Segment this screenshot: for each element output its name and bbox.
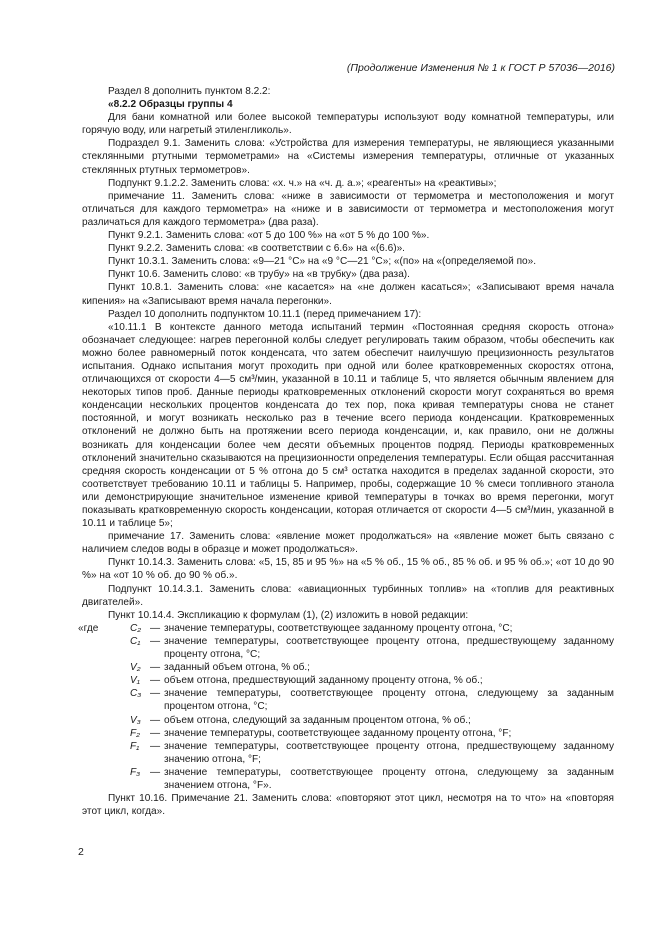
definition-text: значение температуры, соответствующее проценту отгона, следующему за заданным процентом отгона, °С; — [164, 688, 614, 713]
definition-lead — [82, 766, 130, 792]
definition-lead — [82, 635, 130, 661]
paragraph: примечание 17. Заменить слова: «явление может продолжаться» на «явление может быть связано с наличием следов воды в образце и может продолжаться». — [82, 531, 614, 556]
definition-row — [82, 635, 614, 661]
definition-symbol: C₃ — [130, 688, 142, 700]
page-number: 2 — [78, 846, 84, 858]
definition-lead — [82, 687, 130, 713]
definition-lead — [82, 727, 130, 740]
definition-symbol: C₂ — [130, 622, 142, 634]
definition-symbol: V₂ — [130, 662, 141, 674]
definition-symbol: V₃ — [130, 714, 141, 726]
paragraph: примечание 11. Заменить слова: «ниже в зависимости от термометра и местоположения и могут отличаться для каждого термометра» на «ниже и в зависимости от термометра и местоположения могут различаться для каждого термометра» (два раза). — [82, 190, 614, 228]
paragraph: Подпункт 9.1.2.2. Заменить слова: «х. ч.» на «ч. д. а.»; «реагенты» на «реактивы»; — [108, 177, 497, 189]
definition-dash: — — [150, 766, 161, 778]
definition-lead — [82, 661, 130, 674]
definition-text: значение температуры, соответствующее проценту отгона, предшествующему заданному проценту отгона, °С; — [164, 635, 614, 661]
definition-row — [82, 714, 614, 727]
paragraph: Пункт 10.8.1. Заменить слова: «не касается» на «не должен касаться»; «Записывают время начала кипения» на «Записывают время начала перегонки». — [82, 282, 614, 307]
formula-explication — [78, 622, 614, 792]
paragraph: Раздел 8 дополнить пунктом 8.2.2: — [108, 86, 271, 97]
paragraph: Пункт 9.2.1. Заменить слова: «от 5 до 100 %» на «от 5 % до 100 %». — [108, 230, 430, 242]
definition-text: значение температуры, соответствующее заданному проценту отгона, °F; — [164, 727, 512, 739]
definition-dash: — — [150, 688, 161, 700]
definition-text: объем отгона, следующий за заданным процентом отгона, % об.; — [164, 714, 471, 726]
definition-lead — [82, 714, 130, 727]
definition-text: значение температуры, соответствующее заданному проценту отгона, °С; — [164, 622, 513, 634]
definition-row — [82, 674, 614, 687]
definition-symbol: V₁ — [130, 675, 140, 687]
definition-dash: — — [150, 714, 161, 726]
definition-symbol: F₂ — [130, 727, 141, 739]
definition-symbol: F₁ — [130, 740, 140, 752]
definition-lead — [82, 674, 130, 687]
document-body — [78, 85, 614, 818]
definition-row — [82, 740, 614, 766]
definition-row — [82, 727, 614, 740]
paragraph: Пункт 10.6. Заменить слово: «в трубу» на «в трубку» (два раза). — [108, 269, 410, 281]
paragraph: Подраздел 9.1. Заменить слова: «Устройства для измерения температуры, не являющиеся указанными стеклянными ртутными термометрами» на «Системы измерения температуры, отличные от указанных стеклянных ртутных термометров». — [82, 138, 614, 176]
definition-dash: — — [150, 635, 161, 647]
definition-dash: — — [150, 662, 161, 674]
definition-lead: «где — [78, 622, 99, 634]
definition-dash: — — [150, 740, 161, 752]
paragraph: Пункт 9.2.2. Заменить слова: «в соответствии с 6.6» на «(6.6)». — [108, 243, 405, 255]
definition-dash: — — [150, 727, 161, 739]
paragraph: «10.11.1 В контексте данного метода испытаний термин «Постоянная средняя скорость отгона» обозначает следующее: нагрев перегонной колбы следует регулировать таким образом, чтобы обеспечить как можно более равномерный поток конденсата, что затем обеспечит наилучшую прецизионность результатов испытания. Однако испытания могут проходить при одной или более кратковременных скоростях отгона, отличающихся от скорости 4—5 см³/мин, указанной в 10.11 и таблице 5, что является обычным явлением для некоторых типов проб. Данные периоды кратковременных отклонений скорости могут сохраняться во время конденсации нескольких процентов конденсата до тех пор, пока кривая температуры снова не станет постоянной, и могут возникать несколько раз в течение всего периода конденсации. Кратковременных отклонений не должно быть на протяжении всего периода конденсации, и, как правило, они не должны возникать для конденсации более чем десяти объемных процентов подряд. Периоды кратковременных отклонений значительно сказываются на прецизионности определения температуры. Если общая рассчитанная средняя скорость конденсации от 5 % отгона до 5 см³ остатка находится в пределах заданной скорости, это соответствует требованию 10.11 и таблицы 5. Например, пробы, содержащие 10 % смеси топливного этанола или демонстрирующие значительное изменение кривой температуры в точках во время перегонки, могут показывать кратковременную скорость конденсации, которая отличается от скорости 4—5 см³/мин, указанной в 10.11 и таблице 5»; — [82, 321, 614, 530]
paragraph: Пункт 10.14.3. Заменить слова: «5, 15, 85 и 95 %» на «5 % об., 15 % об., 85 % об. и 95 % об.»; «от 10 до 90 %» на «от 10 % об. до 90 % об.». — [82, 557, 614, 582]
definition-row — [78, 622, 614, 635]
definition-row — [82, 687, 614, 713]
definition-row — [82, 766, 614, 792]
paragraph: Пункт 10.16. Примечание 21. Заменить слова: «повторяют этот цикл, несмотря на то что» на «повторяя этот цикл, когда». — [82, 793, 614, 818]
page-header: (Продолжение Изменения № 1 к ГОСТ Р 57036—2016) — [346, 62, 615, 74]
definition-text: значение температуры, соответствующее проценту отгона, следующему за заданным значением отгона, °F». — [164, 766, 614, 791]
section-heading: «8.2.2 Образцы группы 4 — [108, 99, 233, 111]
definition-lead — [82, 740, 130, 766]
paragraph: Для бани комнатной или более высокой температуры используют воду комнатной температуры, или горячую воду, или нагретый этиленгликоль». — [82, 112, 614, 137]
paragraph: Подпункт 10.14.3.1. Заменить слова: «авиационных турбинных топлив» на «топлив для реактивных двигателей». — [82, 583, 614, 608]
definition-text: значение температуры, соответствующее проценту отгона, предшествующему заданному значению отгона, °F; — [164, 740, 614, 765]
definition-text: заданный объем отгона, % об.; — [164, 662, 310, 674]
definition-text: объем отгона, предшествующий заданному проценту отгона, % об.; — [164, 675, 483, 687]
definition-symbol: F₃ — [130, 766, 141, 778]
paragraph: Пункт 10.14.4. Экспликацию к формулам (1), (2) изложить в новой редакции: — [108, 609, 469, 621]
paragraph: Раздел 10 дополнить подпунктом 10.11.1 (перед примечанием 17): — [108, 308, 422, 320]
definition-dash: — — [150, 675, 161, 687]
definition-row — [82, 661, 614, 674]
definition-symbol: C₁ — [130, 635, 141, 647]
definition-dash: — — [150, 622, 161, 634]
paragraph: Пункт 10.3.1. Заменить слова: «9—21 °С» на «9 °С—21 °С»; «(по» на «(определяемой по». — [108, 256, 537, 268]
